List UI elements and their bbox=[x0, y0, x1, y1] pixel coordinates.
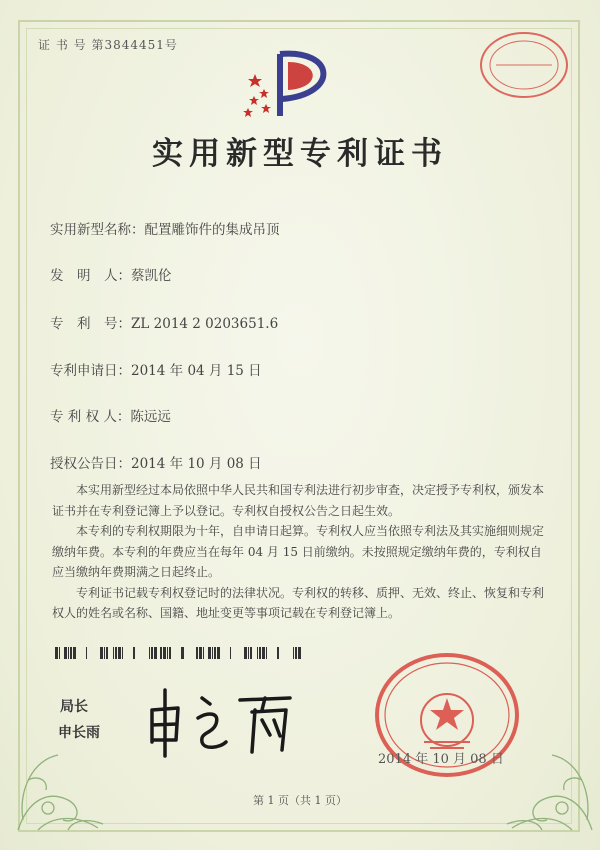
field-patent-number bbox=[50, 312, 278, 332]
certificate-body-text bbox=[52, 480, 552, 624]
barcode-icon bbox=[55, 647, 303, 659]
field-label: 专 利 号： bbox=[50, 316, 131, 332]
field-value: 陈远远 bbox=[130, 409, 171, 425]
field-utility-model-name bbox=[50, 218, 280, 238]
director-title: 局长 bbox=[60, 699, 88, 715]
seal-date: 2014 年 10 月 08 日 bbox=[378, 752, 504, 767]
certificate-title: 实用新型专利证书 bbox=[152, 136, 448, 172]
field-application-date bbox=[50, 359, 262, 379]
field-value: ZL 2014 2 0203651.6 bbox=[131, 316, 279, 332]
field-label: 实用新型名称： bbox=[50, 222, 145, 238]
field-patentee bbox=[50, 405, 171, 425]
director-signature bbox=[140, 680, 310, 760]
field-label: 授权公告日： bbox=[50, 456, 131, 472]
certificate-number: 证 书 号 第3844451号 bbox=[38, 38, 178, 52]
field-label: 专利申请日： bbox=[50, 363, 131, 379]
body-paragraph: 本实用新型经过本局依照中华人民共和国专利法进行初步审查，决定授予专利权，颁发本证书并在专利登记簿上予以登记。专利权自授权公告之日起生效。 bbox=[52, 483, 545, 518]
field-value: 配置雕饰件的集成吊顶 bbox=[144, 222, 280, 238]
body-paragraph: 本专利的专利权期限为十年，自申请日起算。专利权人应当依照专利法及其实施细则规定缴纳年费。本专利的年费应当在每年 04 月 15 日前缴纳。未按照规定缴纳年费的，专利权自应当缴纳年费期满之日起终止。 bbox=[52, 524, 545, 579]
patent-office-logo-icon bbox=[240, 44, 350, 124]
field-value: 2014 年 10 月 08 日 bbox=[131, 456, 262, 472]
small-agency-seal bbox=[478, 30, 570, 100]
field-grant-announcement-date bbox=[50, 452, 262, 472]
field-label: 专 利 权 人： bbox=[50, 409, 131, 425]
director-name: 申长雨 bbox=[58, 725, 100, 741]
field-inventor bbox=[50, 264, 172, 284]
field-label: 发 明 人： bbox=[50, 268, 131, 284]
field-value: 蔡凯伦 bbox=[131, 268, 172, 284]
field-value: 2014 年 04 月 15 日 bbox=[131, 363, 262, 379]
body-paragraph: 专利证书记载专利权登记时的法律状况。专利权的转移、质押、无效、终止、恢复和专利权人的姓名或名称、国籍、地址变更等事项记载在专利登记簿上。 bbox=[52, 585, 545, 620]
page-number: 第 1 页（共 1 页） bbox=[253, 794, 347, 807]
